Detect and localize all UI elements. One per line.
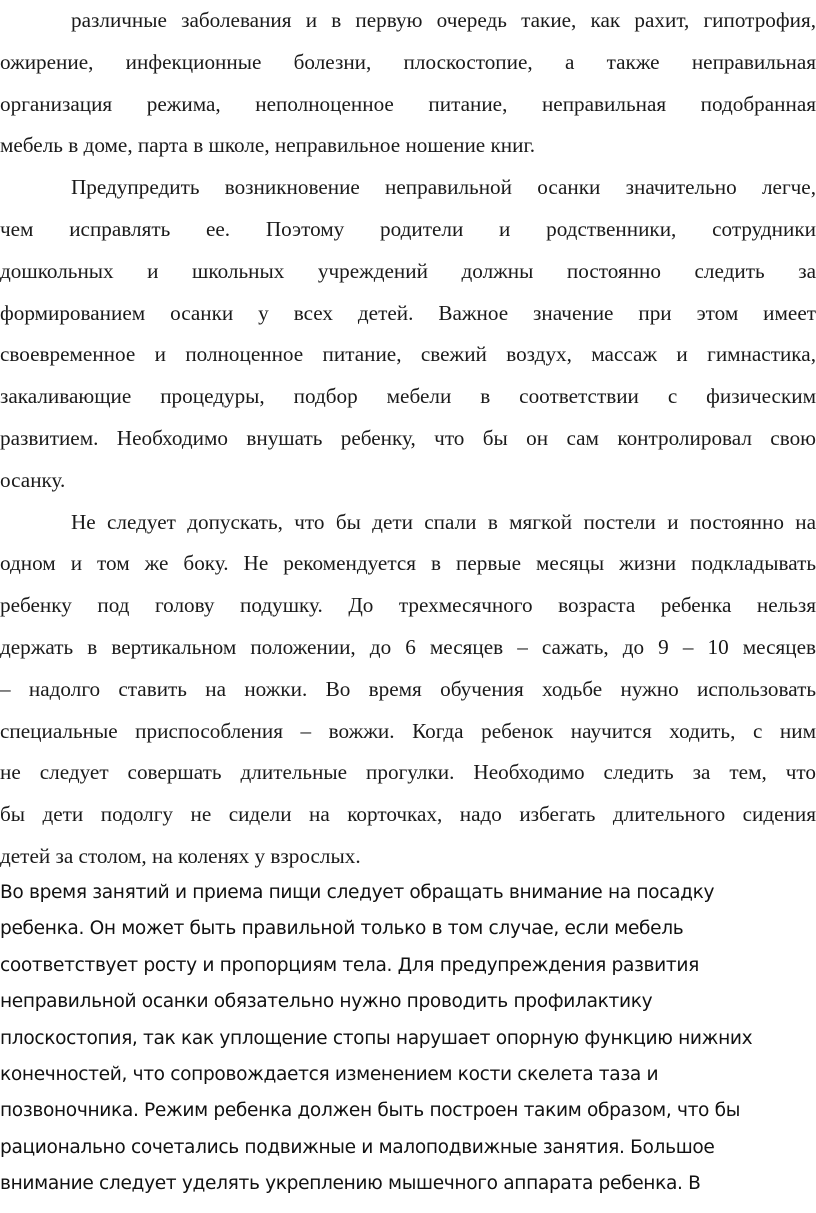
text-line: дошкольных и школьных учреждений должны постоянно следить за [0, 258, 816, 283]
sans-paragraph [0, 875, 816, 1203]
text-line: мебель в доме, парта в школе, неправильное ношение книг. [0, 133, 536, 158]
text-line: чем исправлять ее. Поэтому родители и родственники, сотрудники [0, 216, 816, 241]
text-line: – надолго ставить на ножки. Во время обучения ходьбе нужно использовать [0, 676, 816, 701]
text-line: специальные приспособления – вожжи. Когда ребенок научится ходить, с ним [0, 718, 816, 743]
text-line: развитием. Необходимо внушать ребенку, что бы он сам контролировал свою [0, 425, 816, 450]
text-line: позвоночника. Режим ребенка должен быть построен таким образом, что бы [0, 1100, 741, 1122]
text-line: конечностей, что сопровождается изменением кости скелета таза и [0, 1063, 659, 1085]
text-line: Предупредить возникновение неправильной осанки значительно легче, [71, 175, 816, 200]
text-line: одном и том же боку. Не рекомендуется в первые месяцы жизни подкладывать [0, 551, 816, 576]
paragraph-2 [0, 167, 816, 501]
text-line: держать в вертикальном положении, до 6 месяцев – сажать, до 9 – 10 месяцев [0, 634, 816, 659]
text-line: Не следует допускать, что бы дети спали в мягкой постели и постоянно на [71, 509, 816, 534]
text-line: рационально сочетались подвижные и малоподвижные занятия. Большое [0, 1136, 715, 1158]
text-line: ребенка. Он может быть правильной только в том случае, если мебель [0, 918, 684, 940]
paragraph-3 [0, 502, 816, 878]
text-line: своевременное и полноценное питание, свежий воздух, массаж и гимнастика, [0, 342, 816, 367]
text-line: Во время занятий и приема пищи следует обращать внимание на посадку [0, 882, 715, 903]
text-line: внимание следует уделять укреплению мышечного аппарата ребенка. В [0, 1173, 701, 1195]
text-line: закаливающие процедуры, подбор мебели в соответствии с физическим [0, 384, 816, 409]
text-line: не следует совершать длительные прогулки. Необходимо следить за тем, что [0, 760, 816, 785]
text-line: организация режима, неполноценное питание, неправильная подобранная [0, 91, 816, 116]
text-line: формированием осанки у всех детей. Важное значение при этом имеет [0, 300, 816, 325]
text-line: ожирение, инфекционные болезни, плоскостопие, а также неправильная [0, 49, 816, 74]
text-line: соответствует росту и пропорциям тела. Для предупреждения развития [0, 954, 699, 976]
text-line: детей за столом, на коленях у взрослых. [0, 843, 361, 868]
text-line: плоскостопия, так как уплощение стопы нарушает опорную функцию нижних [0, 1027, 753, 1049]
text-line: неправильной осанки обязательно нужно проводить профилактику [0, 991, 653, 1013]
paragraph-1 [0, 0, 816, 167]
text-line: различные заболевания и в первую очередь такие, как рахит, гипотрофия, [71, 8, 816, 32]
text-line: ребенку под голову подушку. До трехмесячного возраста ребенка нельзя [0, 593, 816, 618]
text-line: бы дети подолгу не сидели на корточках, надо избегать длительного сидения [0, 802, 816, 827]
text-line: осанку. [0, 467, 66, 492]
